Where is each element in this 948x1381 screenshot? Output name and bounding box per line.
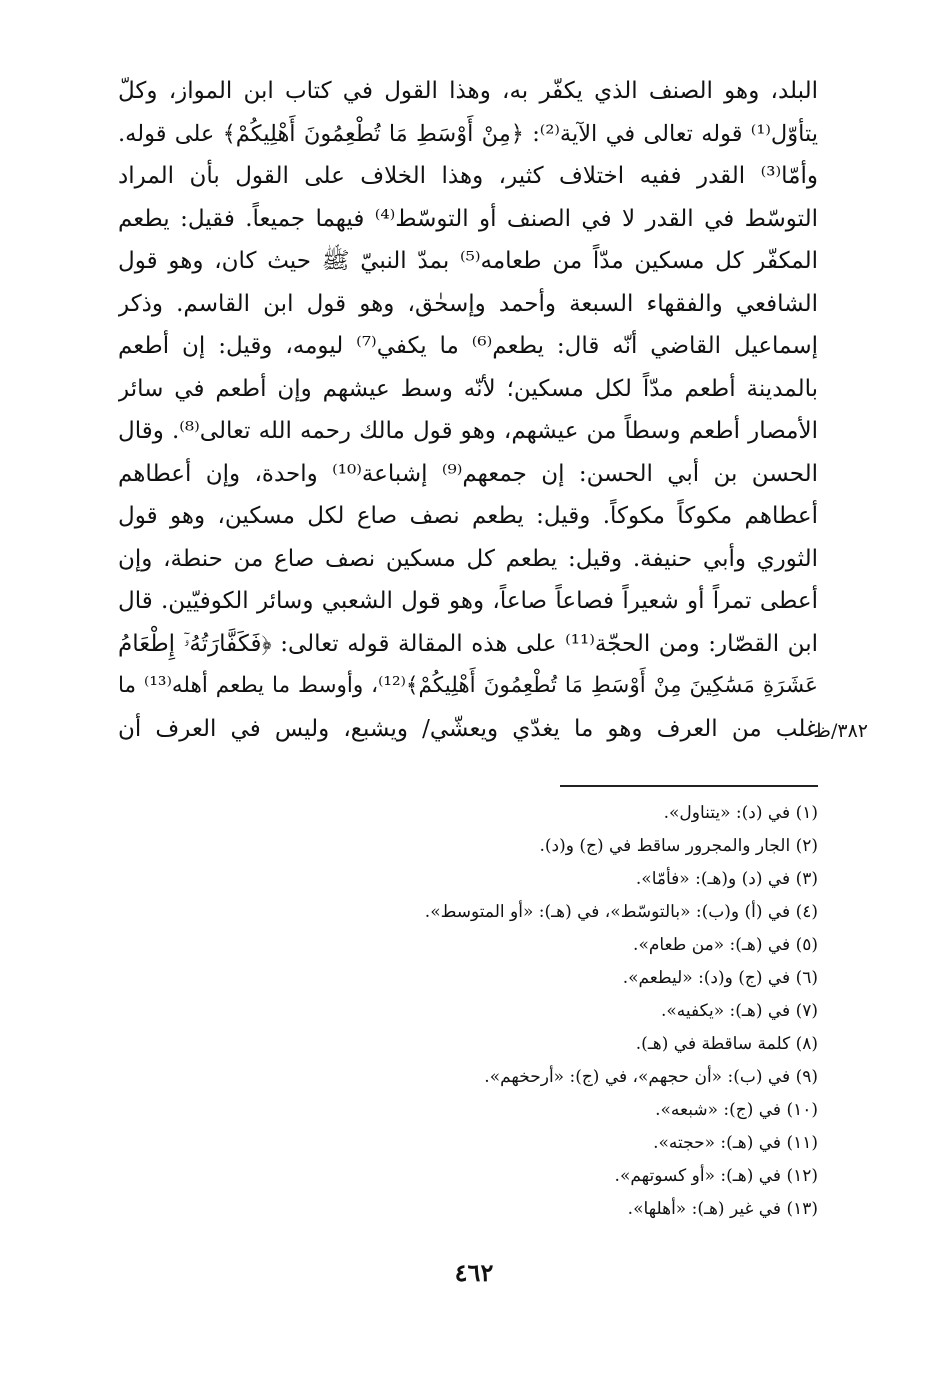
footnote: (٥) في (هـ): «من طعام». (633, 935, 818, 955)
footnotes (118, 797, 818, 1226)
footnote: (١) في (د): «يتناول». (663, 803, 818, 823)
text-line: التوسّط في القدر لا في الصنف أو التوسّط⁽⁴⁾ فيهما جميعاً. فقيل: يطعم (118, 205, 818, 232)
main-text (118, 70, 818, 750)
footnote-separator (560, 785, 818, 787)
footnote: (٩) في (ب): «أن حجهم»، في (ج): «أرحخهم». (484, 1067, 818, 1087)
footnote: (٨) كلمة ساقطة في (هـ). (635, 1034, 818, 1054)
text-line: الثوري وأبي حنيفة. وقيل: يطعم كل مسكين نصف صاع من حنطة، وإن (118, 545, 818, 572)
footnote: (١٠) في (ج): «شبعه». (655, 1100, 818, 1120)
footnote: (٤) في (أ) و(ب): «بالتوسّط»، في (هـ): «أو المتوسط». (424, 902, 818, 922)
text-line: ابن القصّار: ومن الحجّة⁽¹¹⁾ على هذه المقالة قوله تعالى: ﴿فَكَفَّارَتُهُۥٓ إِطْعَامُ (118, 630, 818, 657)
text-line: عَشَرَةِ مَسَٰكِينَ مِنْ أَوْسَطِ مَا تُطْعِمُونَ أَهْلِيكُمْ﴾⁽¹²⁾، وأوسط ما يطعم أهله⁽¹³⁾ ما (118, 673, 818, 698)
text-line: وأمّا⁽³⁾ القدر ففيه اختلاف كثير، وهذا الخلاف على القول بأن المراد (118, 163, 818, 189)
footnote: (٢) الجار والمجرور ساقط في (ج) و(د). (539, 836, 818, 856)
text-line: غلب من العرف وهو ما يغدّي ويعشّي/ ويشبع، وليس في العرف أن (118, 715, 818, 742)
footnote: (١٣) في غير (هـ): «أهلها». (627, 1199, 818, 1219)
footnote: (٣) في (د) و(هـ): «فأمّا». (635, 869, 818, 889)
page-number: ٤٦٢ (454, 1258, 494, 1287)
text-line: الحسن بن أبي الحسن: إن جمعهم⁽⁹⁾ إشباعة⁽¹⁰⁾ واحدة، وإن أعطاهم (118, 460, 818, 487)
text-line: المكفّر كل مسكين مدّاً من طعامه⁽⁵⁾ بمدّ النبيّ ﷺ حيث كان، وهو قول (118, 248, 818, 274)
text-line: يتأوّل⁽¹⁾ قوله تعالى في الآية⁽²⁾: ﴿مِنْ أَوْسَطِ مَا تُطْعِمُونَ أَهْلِيكُمْ﴾ على قوله. (118, 120, 818, 147)
text-line: الأمصار أطعم وسطاً من عيشهم، وهو قول مالك رحمه الله تعالى⁽⁸⁾. وقال (118, 418, 818, 444)
text-line: بالمدينة أطعم مدّاً لكل مسكين؛ لأنّه وسط عيشهم وإن أطعم في سائر (118, 375, 818, 402)
text-line: الشافعي والفقهاء السبعة وأحمد وإسحٰق، وهو قول ابن القاسم. وذكر (118, 290, 818, 317)
text-line: البلد، وهو الصنف الذي يكفّر به، وهذا القول في كتاب ابن المواز، وكلّ (118, 78, 818, 104)
manuscript-folio-marker: ٣٨٢/ظ (813, 720, 868, 742)
footnote: (١٢) في (هـ): «أو كسوتهم». (614, 1166, 818, 1186)
text-line: إسماعيل القاضي أنّه قال: يطعم⁽⁶⁾ ما يكفي⁽⁷⁾ ليومه، وقيل: إن أطعم (118, 333, 818, 359)
footnote: (٧) في (هـ): «يكفيه». (660, 1001, 818, 1021)
text-line: أعطى تمراً أو شعيراً فصاعاً صاعاً، وهو قول الشعبي وسائر الكوفيّين. قال (118, 588, 818, 614)
footnote: (١١) في (هـ): «حجته». (653, 1133, 818, 1153)
footnote: (٦) في (ج) و(د): «ليطعم». (622, 968, 818, 988)
text-line: أعطاهم مكوكاً مكوكاً. وقيل: يطعم نصف صاع لكل مسكين، وهو قول (118, 503, 818, 529)
